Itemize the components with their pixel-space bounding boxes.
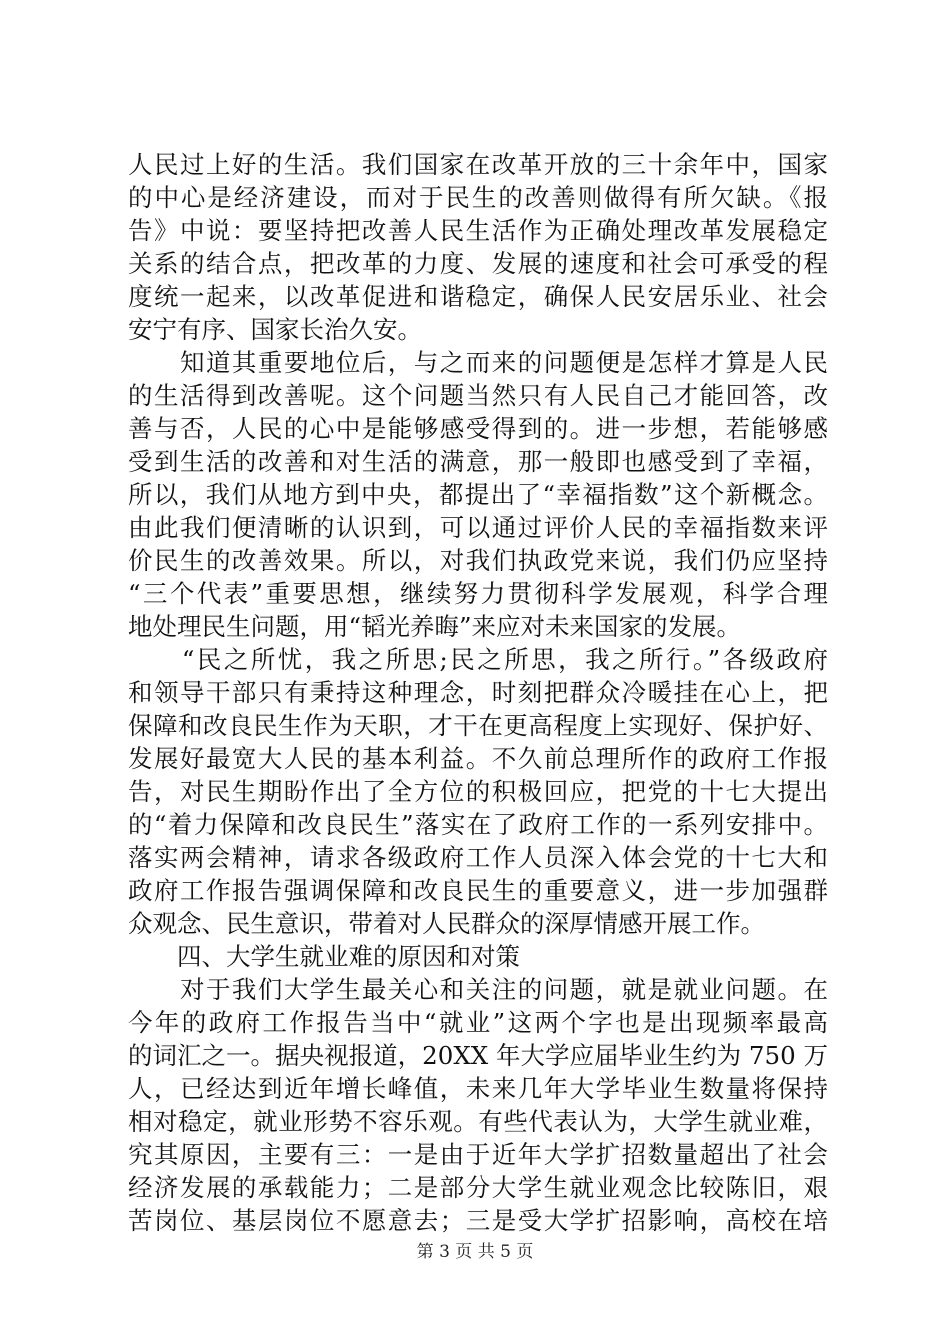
text-line: 众观念、民生意识，带着对人民群众的深厚情感开展工作。 xyxy=(128,909,765,938)
text-line: 安宁有序、国家长治久安。 xyxy=(128,315,422,344)
body-text xyxy=(128,148,828,1237)
page-footer: 第 3 页 共 5 页 xyxy=(416,1242,534,1262)
text-line: 价民生的改善效果。所以，对我们执政党来说，我们仍应坚持 xyxy=(128,546,828,575)
text-line: 保障和改良民生作为天职，才干在更高程度上实现好、保护好、 xyxy=(128,711,828,740)
text-line: 对于我们大学生最关心和关注的问题，就是就业问题。在 xyxy=(128,975,828,1004)
text-line: 人民过上好的生活。我们国家在改革开放的三十余年中，国家 xyxy=(128,150,828,179)
text-line: 相对稳定，就业形势不容乐观。有些代表认为，大学生就业难， xyxy=(128,1107,828,1136)
text-line: 落实两会精神，请求各级政府工作人员深入体会党的十七大和 xyxy=(128,843,828,872)
text-line: 地处理民生问题，用“韬光养晦”来应对未来国家的发展。 xyxy=(128,612,742,641)
text-line: 的“着力保障和改良民生”落实在了政府工作的一系列安排中。 xyxy=(128,810,828,839)
text-line: 和领导干部只有秉持这种理念，时刻把群众冷暖挂在心上，把 xyxy=(128,678,828,707)
text-line: 的生活得到改善呢。这个问题当然只有人民自己才能回答，改 xyxy=(128,381,828,410)
text-line: 关系的结合点，把改革的力度、发展的速度和社会可承受的程 xyxy=(128,249,828,278)
text-line: 知道其重要地位后，与之而来的问题便是怎样才算是人民 xyxy=(128,348,828,377)
text-line: 由此我们便清晰的认识到，可以通过评价人民的幸福指数来评 xyxy=(128,513,828,542)
text-line: 今年的政府工作报告当中“就业”这两个字也是出现频率最高 xyxy=(128,1008,828,1037)
text-line: 所以，我们从地方到中央，都提出了“幸福指数”这个新概念。 xyxy=(128,480,828,509)
text-line: 人，已经达到近年增长峰值，未来几年大学毕业生数量将保持 xyxy=(128,1074,828,1103)
text-line: “民之所忧，我之所思;民之所思，我之所行。”各级政府 xyxy=(128,645,828,674)
text-line: 经济发展的承载能力；二是部分大学生就业观念比较陈旧，艰 xyxy=(128,1173,828,1202)
text-line: 苦岗位、基层岗位不愿意去；三是受大学扩招影响，高校在培 xyxy=(128,1206,828,1235)
text-line: “三个代表”重要思想，继续努力贯彻科学发展观，科学合理 xyxy=(128,579,828,608)
text-line: 政府工作报告强调保障和改良民生的重要意义，进一步加强群 xyxy=(128,876,828,905)
text-line: 的中心是经济建设，而对于民生的改善则做得有所欠缺。《报 xyxy=(128,183,828,212)
text-line: 告》中说：要坚持把改善人民生活作为正确处理改革发展稳定 xyxy=(128,216,828,245)
text-line: 究其原因，主要有三：一是由于近年大学扩招数量超出了社会 xyxy=(128,1140,828,1169)
text-line: 告，对民生期盼作出了全方位的积极回应，把党的十七大提出 xyxy=(128,777,828,806)
text-line: 发展好最宽大人民的基本利益。不久前总理所作的政府工作报 xyxy=(128,744,828,773)
text-line: 四、大学生就业难的原因和对策 xyxy=(128,942,520,971)
text-line: 善与否，人民的心中是能够感受得到的。进一步想，若能够感 xyxy=(128,414,828,443)
text-line: 度统一起来，以改革促进和谐稳定，确保人民安居乐业、社会 xyxy=(128,282,828,311)
text-line: 受到生活的改善和对生活的满意，那一般即也感受到了幸福， xyxy=(128,447,828,476)
text-line: 的词汇之一。据央视报道，20XX 年大学应届毕业生约为 750 万 xyxy=(128,1041,828,1070)
